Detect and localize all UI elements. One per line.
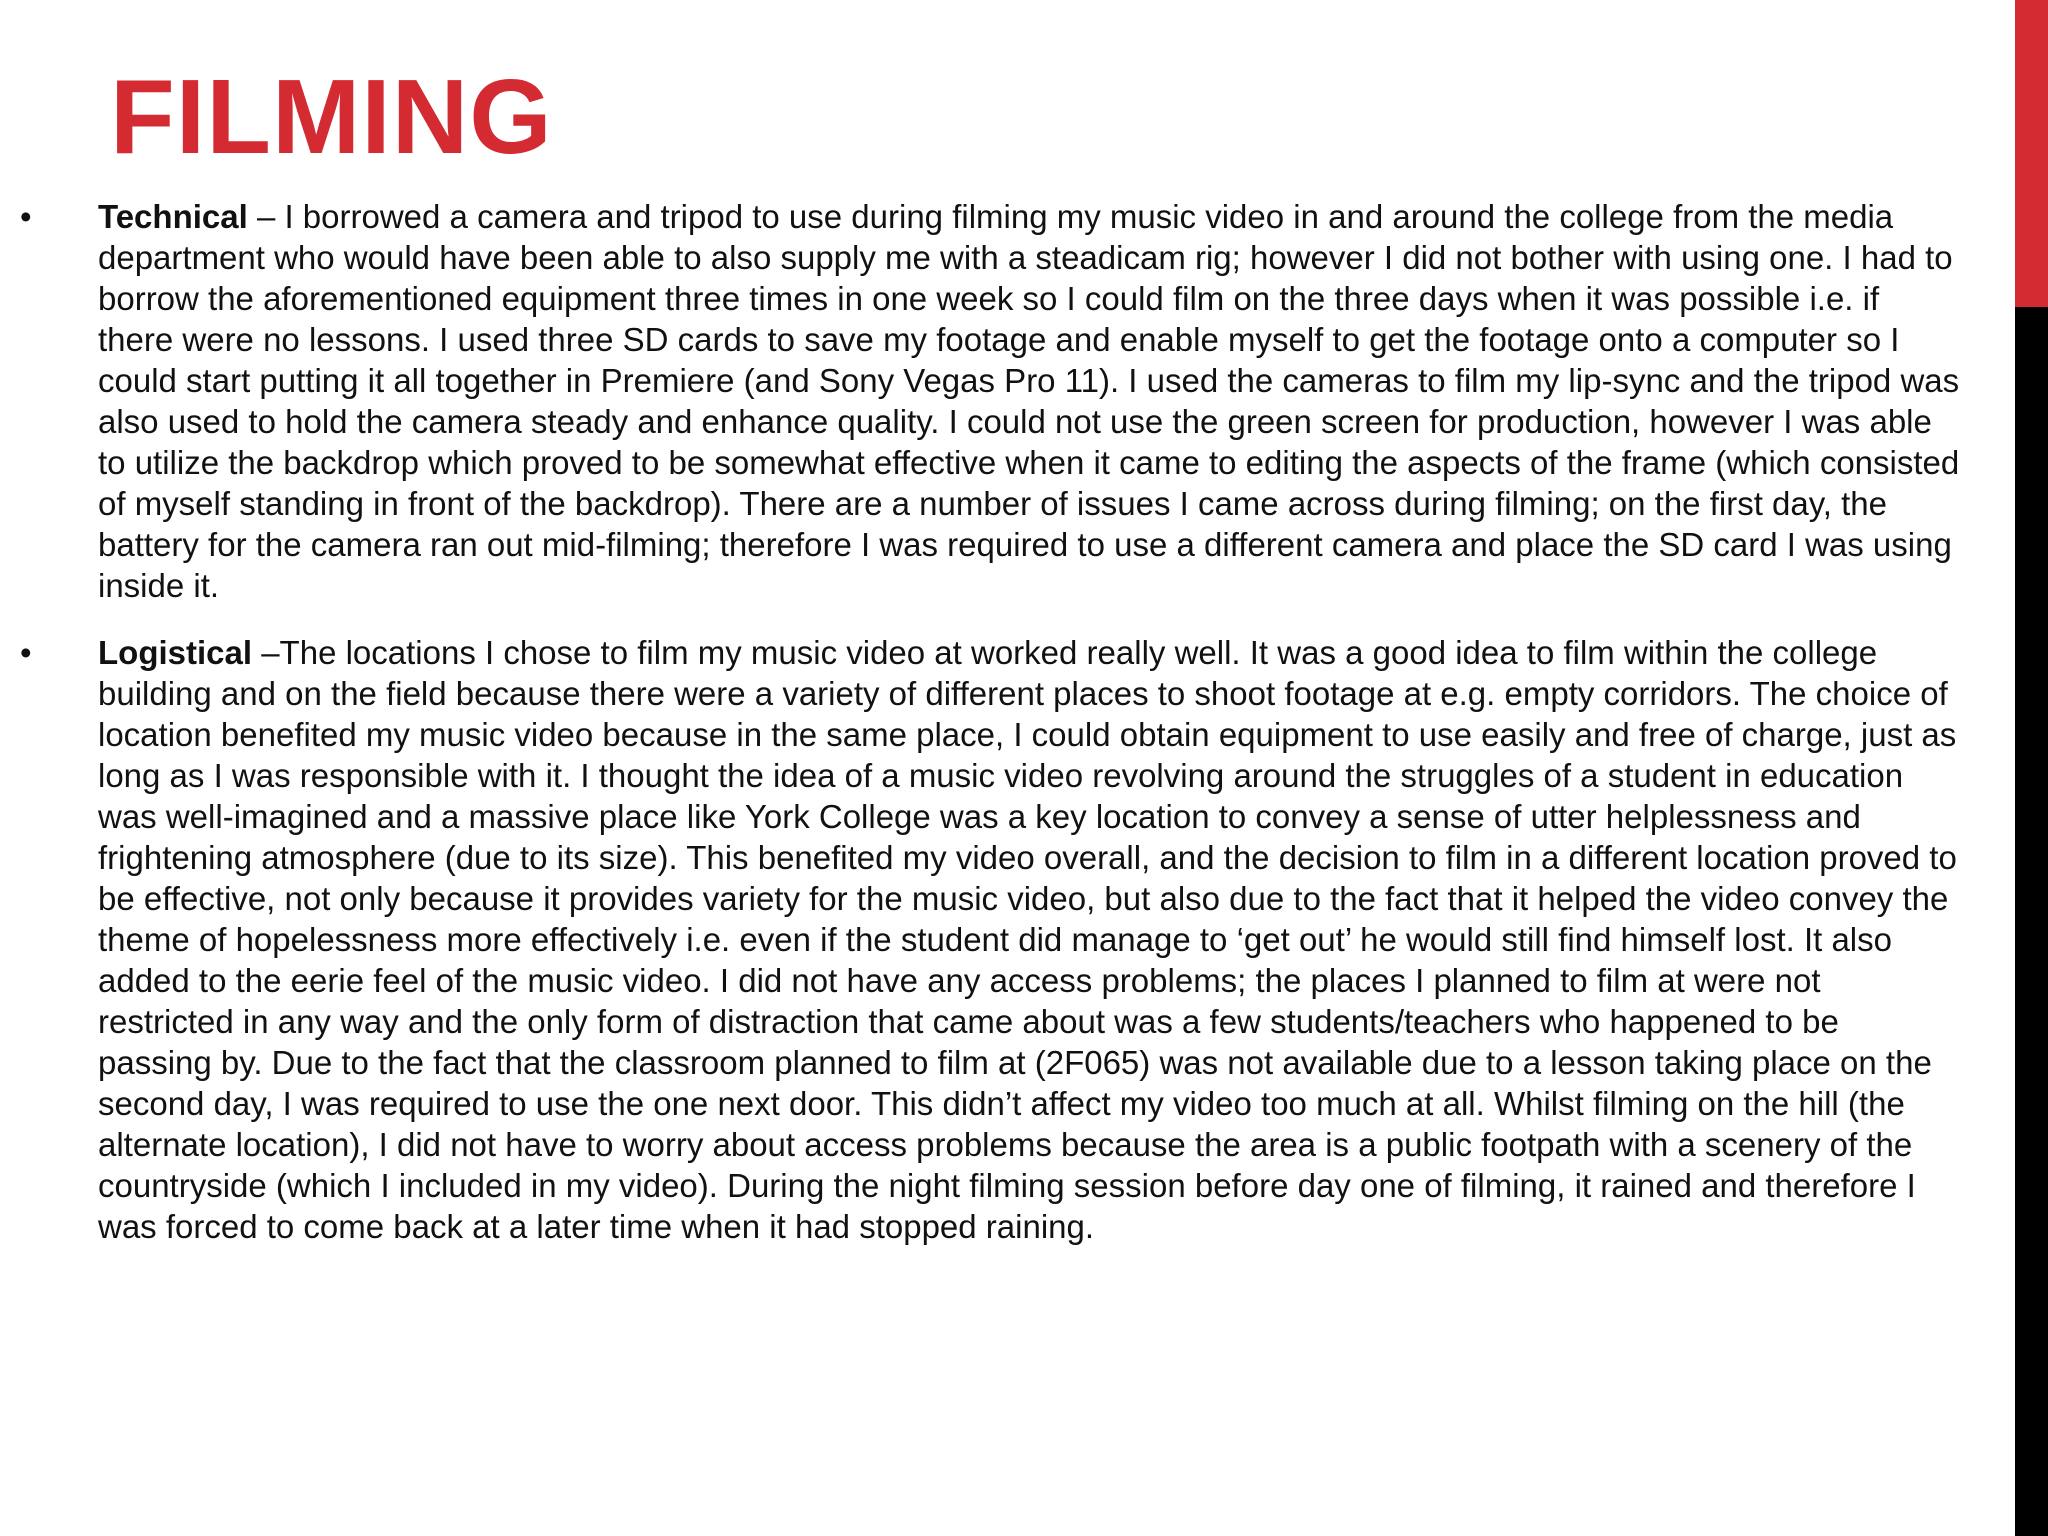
- slide-body: [0, 196, 1990, 1273]
- bullet-marker: •: [20, 198, 32, 235]
- bullet-label-logistical: Logistical: [98, 634, 253, 671]
- bullet-label-technical: Technical: [98, 198, 248, 235]
- accent-bar-bottom: [2015, 307, 2048, 1536]
- bullet-text-technical: – I borrowed a camera and tripod to use during filming my music video in and around the college from the media department who would have been able to also supply me with a steadicam rig; however I did not bother with using one. I had to borrow the aforementioned equipment three times in one week so I could film on the three days when it was possible i.e. if there were no lessons. I used three SD cards to save my footage and enable myself to get the footage onto a computer so I could start putting it all together in Premiere (and Sony Vegas Pro 11). I used the cameras to film my lip-sync and the tripod was also used to hold the camera steady and enhance quality. I could not use the green screen for production, however I was able to utilize the backdrop which proved to be somewhat effective when it came to editing the aspects of the frame (which consisted of myself standing in front of the backdrop). There are a number of issues I came across during filming; on the first day, the battery for the camera ran out mid-filming; therefore I was required to use a different camera and place the SD card I was using inside it.: [98, 198, 1960, 604]
- accent-bar-top: [2015, 0, 2048, 307]
- bullet-technical: [0, 196, 1960, 606]
- bullet-text-logistical: –The locations I chose to film my music video at worked really well. It was a good idea to film within the college building and on the field because there were a variety of different places to shoot footage at e.g. empty corridors. The choice of location benefited my music video because in the same place, I could obtain equipment to use easily and free of charge, just as long as I was responsible with it. I thought the idea of a music video revolving around the struggles of a student in education was well-imagined and a massive place like York College was a key location to convey a sense of utter helplessness and frightening atmosphere (due to its size). This benefited my video overall, and the decision to film in a different location proved to be effective, not only because it provides variety for the music video, but also due to the fact that it helped the video convey the theme of hopelessness more effectively i.e. even if the student did manage to ‘get out’ he would still find himself lost. It also added to the eerie feel of the music video. I did not have any access problems; the places I planned to film at were not restricted in any way and the only form of distraction that came about was a few students/teachers who happened to be passing by. Due to the fact that the classroom planned to film at (2F065) was not available due to a lesson taking place on the second day, I was required to use the one next door. This didn’t affect my video too much at all. Whilst filming on the hill (the alternate location), I did not have to worry about access problems because the area is a public footpath with a scenery of the countryside (which I included in my video). During the night filming session before day one of filming, it rained and therefore I was forced to come back at a later time when it had stopped raining.: [98, 634, 1957, 1245]
- slide-title: FILMING: [110, 58, 553, 176]
- bullet-marker: •: [20, 634, 32, 671]
- bullet-logistical: [0, 632, 1960, 1247]
